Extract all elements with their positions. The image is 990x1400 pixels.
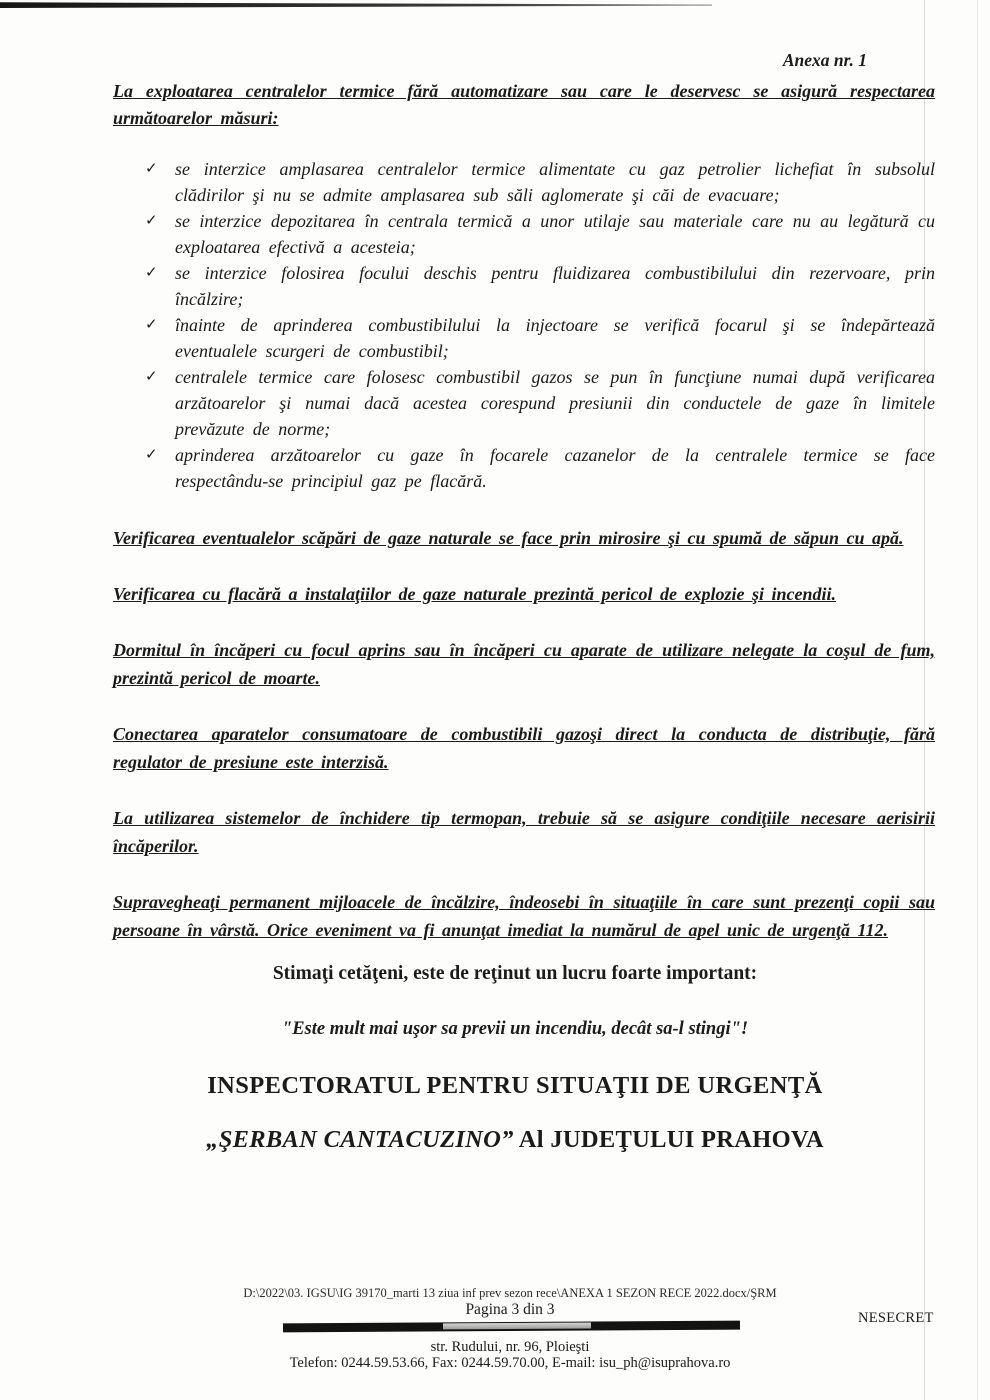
inspectorate-name-line1: INSPECTORATUL PENTRU SITUAŢII DE URGENŢĂ — [207, 1072, 823, 1099]
safety-measure-text: se interzice depozitarea în centrala termică a unor utilaje sau materiale care nu au legătură cu exploatarea efectivă a acesteia; — [175, 211, 935, 257]
warning-paragraph: La utilizarea sistemelor de închidere tip termopan, trebuie să se asigure condiţiile necesare aerisirii încăperilor. — [113, 808, 935, 856]
annex-label: Anexa nr. 1 — [782, 50, 867, 70]
inspectorate-honorific-name: „ŞERBAN CANTACUZINO” — [206, 1126, 514, 1153]
safety-measure-text: se interzice folosirea focului deschis pentru fluidizarea combustibilului din rezervoare, prin încălzire; — [175, 263, 935, 309]
checkmark-icon: ✓ — [145, 213, 158, 229]
safety-measures-list — [113, 156, 935, 494]
paper-fold-line-2 — [977, 0, 978, 1400]
safety-measure-item — [145, 364, 935, 442]
safety-measure-text: se interzice amplasarea centralelor termice alimentate cu gaz petrolier lichefiat în subsolul clădirilor şi nu se admite amplasarea sub săli aglomerate şi căi de evacuare; — [175, 159, 935, 205]
warning-paragraph: Verificarea cu flacără a instalaţiilor de gaze naturale prezintă pericol de explozie şi incendii. — [113, 584, 836, 604]
document-body — [113, 78, 935, 944]
warning-paragraph: Verificarea eventualelor scăpări de gaze naturale se face prin mirosire şi cu spumă de săpun cu apă. — [113, 528, 904, 548]
safety-measure-item — [145, 442, 935, 494]
citizens-salutation: Stimaţi cetăţeni, este de reţinut un lucru foarte important: — [272, 963, 758, 984]
checkmark-icon: ✓ — [145, 265, 158, 281]
safety-measure-text: centralele termice care folosesc combustibil gazos se pun în funcţiune numai după verificarea arzătoarelor şi numai dacă acestea corespund presiunii din conductele de gaze în limitele prevăzute de norme; — [175, 367, 935, 439]
checkmark-icon: ✓ — [145, 447, 158, 463]
warning-paragraph: Conectarea aparatelor consumatoare de combustibili gazoşi direct la conducta de distribuţie, fără regulator de presiune este interzisă. — [113, 724, 935, 772]
contact-line: Telefon: 0244.59.53.66, Fax: 0244.59.70.00, E-mail: isu_ph@isuprahova.ro — [289, 1355, 731, 1371]
safety-measure-item — [145, 312, 935, 364]
checkmark-icon: ✓ — [145, 161, 158, 177]
safety-measure-text: aprinderea arzătoarelor cu gaze în focarele cazanelor de la centralele termice se face respectându-se principiul gaz pe flacără. — [175, 445, 935, 491]
warning-paragraph: Dormitul în încăperi cu focul aprins sau în încăperi cu aparate de utilizare nelegate la coşul de fum, prezintă pericol de moarte. — [113, 640, 935, 688]
separator-bar — [283, 1321, 740, 1333]
safety-measure-item — [145, 260, 935, 312]
classification-marking: NESECRET — [858, 1310, 934, 1326]
document-file-path: D:\2022\03. IGSU\IG 39170_marti 13 ziua inf prev sezon rece\ANEXA 1 SEZON RECE 2022.docx/ŞRM — [243, 1286, 777, 1300]
separator-bar-highlight — [443, 1323, 591, 1330]
page-indicator: Pagina 3 din 3 — [465, 1301, 555, 1318]
document-title: La exploatarea centralelor termice fără automatizare sau care le deservesc se asigură respectarea următoarelor măsuri: — [113, 81, 935, 128]
notice-block — [50, 963, 980, 1154]
checkmark-icon: ✓ — [145, 369, 158, 385]
address-line: str. Rudului, nr. 96, Ploieşti — [430, 1339, 590, 1355]
prevention-quote: "Este mult mai uşor sa previi un incendiu, decât sa-l stingi"! — [281, 1019, 749, 1039]
safety-measure-text: înainte de aprinderea combustibilului la injectoare se verifică focarul şi se îndepărtează eventualele scurgeri de combustibil; — [175, 315, 935, 361]
inspectorate-name-line2 — [50, 1126, 980, 1154]
scan-artifact-top-line — [0, 2, 712, 8]
safety-measure-item — [145, 208, 935, 260]
checkmark-icon: ✓ — [145, 317, 158, 333]
inspectorate-county: Al JUDEŢULUI PRAHOVA — [513, 1126, 824, 1153]
warning-paragraph: Supravegheaţi permanent mijloacele de încălzire, îndeosebi în situaţiile în care sunt prezenţi copii sau persoane în vârstă. Orice eveniment va fi anunţat imediat la numărul de apel unic de urgenţă 112. — [113, 892, 935, 940]
safety-measure-item — [145, 156, 935, 208]
